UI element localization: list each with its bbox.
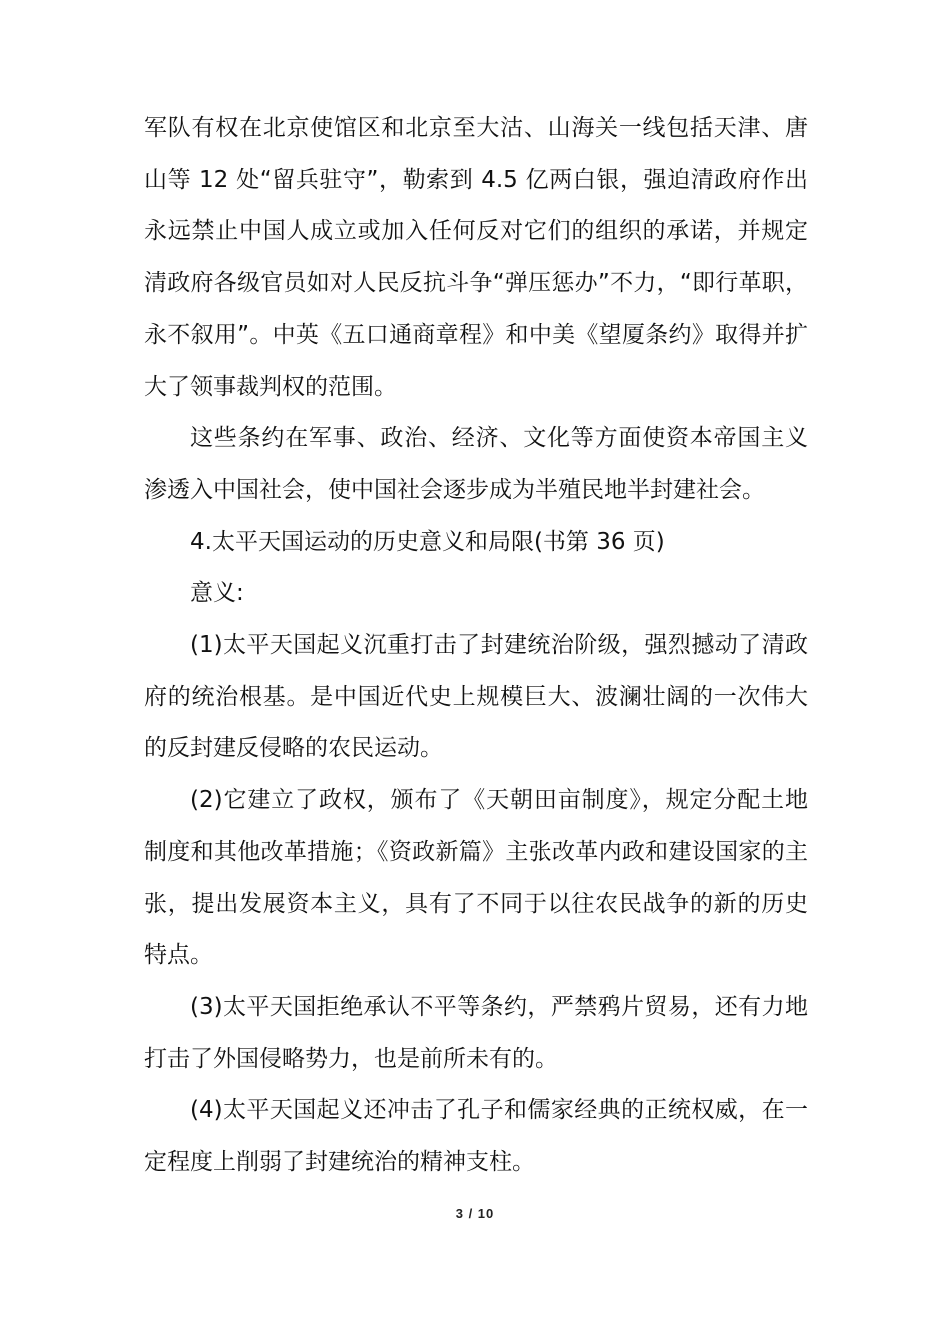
document-body — [144, 103, 808, 1189]
list-item-4: (4)太平天国起义还冲击了孔子和儒家经典的正统权威，在一定程度上削弱了封建统治的精神支柱。 — [144, 1097, 808, 1176]
list-item-1: (1)太平天国起义沉重打击了封建统治阶级，强烈撼动了清政府的统治根基。是中国近代史上规模巨大、波澜壮阔的一次伟大的反封建反侵略的农民运动。 — [144, 632, 808, 762]
section-heading: 4.太平天国运动的历史意义和局限(书第 36 页) — [190, 528, 665, 555]
subheading-significance: 意义: — [190, 580, 244, 607]
page-number: 3 / 10 — [455, 1206, 495, 1221]
list-item-2: (2)它建立了政权，颁布了《天朝田亩制度》，规定分配土地制度和其他改革措施；《资政新篇》主张改革内政和建设国家的主张，提出发展资本主义，具有了不同于以往农民战争的新的历史特点。 — [144, 787, 808, 969]
paragraph-continuation: 军队有权在北京使馆区和北京至大沽、山海关一线包括天津、唐山等 12 处“留兵驻守”，勒索到 4.5 亿两白银，强迫清政府作出永远禁止中国人成立或加入任何反对它们的组织的承诺，并规定清政府各级官员如对人民反抗斗争“弹压惩办”不力，“即行革职，永不叙用”。中英《五口通商章程》和中美《望厦条约》取得并扩大了领事裁判权的范围。 — [144, 115, 808, 400]
list-item-3: (3)太平天国拒绝承认不平等条约，严禁鸦片贸易，还有力地打击了外国侵略势力，也是前所未有的。 — [144, 993, 808, 1072]
paragraph-summary: 这些条约在军事、政治、经济、文化等方面使资本帝国主义渗透入中国社会，使中国社会逐步成为半殖民地半封建社会。 — [144, 425, 808, 503]
